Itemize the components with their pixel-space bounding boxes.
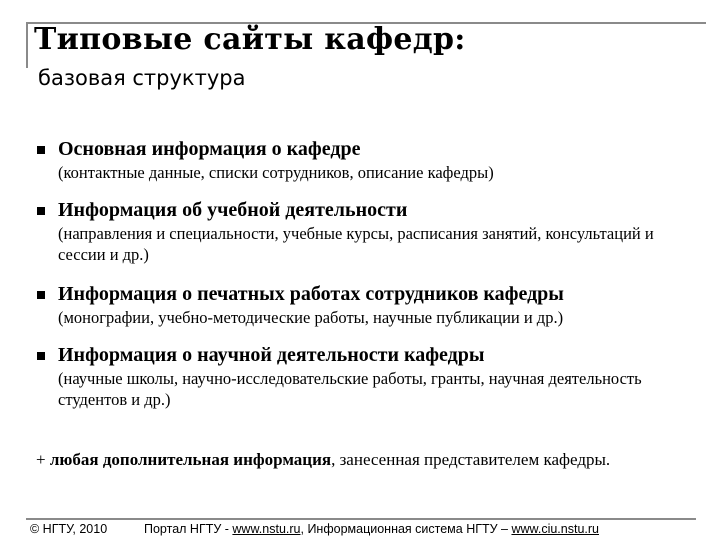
item-heading: Основная информация о кафедре — [58, 138, 361, 160]
extra-rest-text: , занесенная представителем кафедры. — [331, 450, 611, 469]
footer-portal-text: Портал НГТУ - — [144, 522, 233, 536]
square-bullet-icon — [37, 207, 45, 215]
extra-info-note — [36, 449, 686, 470]
item-heading: Информация об учебной деятельности — [58, 199, 408, 221]
square-bullet-icon — [37, 146, 45, 154]
footer-info-link[interactable]: www.ciu.nstu.ru — [511, 522, 599, 536]
title-frame-left-line — [26, 22, 28, 68]
extra-bold-text: любая дополнительная информация — [49, 450, 332, 469]
footer-divider — [26, 518, 696, 520]
item-description: (монографии, учебно-методические работы, научные публикации и др.) — [58, 308, 564, 327]
item-description: (направления и специальности, учебные курсы, расписания занятий, консультаций и сессии и др.) — [58, 224, 654, 264]
slide-title: Типовые сайты кафедр: — [34, 22, 466, 57]
footer-links — [144, 522, 599, 536]
item-description: (контактные данные, списки сотрудников, описание кафедры) — [58, 163, 494, 182]
item-description: (научные школы, научно-исследовательские работы, гранты, научная деятельность студентов и др.) — [58, 369, 642, 409]
footer-portal-link[interactable]: www.nstu.ru — [232, 522, 301, 536]
extra-prefix: + — [36, 450, 50, 469]
square-bullet-icon — [37, 352, 45, 360]
footer-copyright: © НГТУ, 2010 — [30, 522, 108, 536]
square-bullet-icon — [37, 291, 45, 299]
item-heading: Информация о научной деятельности кафедры — [58, 344, 485, 366]
slide-subtitle: базовая структура — [38, 66, 246, 90]
item-heading: Информация о печатных работах сотрудников кафедры — [58, 283, 564, 305]
footer-info-text: , Информационная система НГТУ – — [300, 522, 512, 536]
